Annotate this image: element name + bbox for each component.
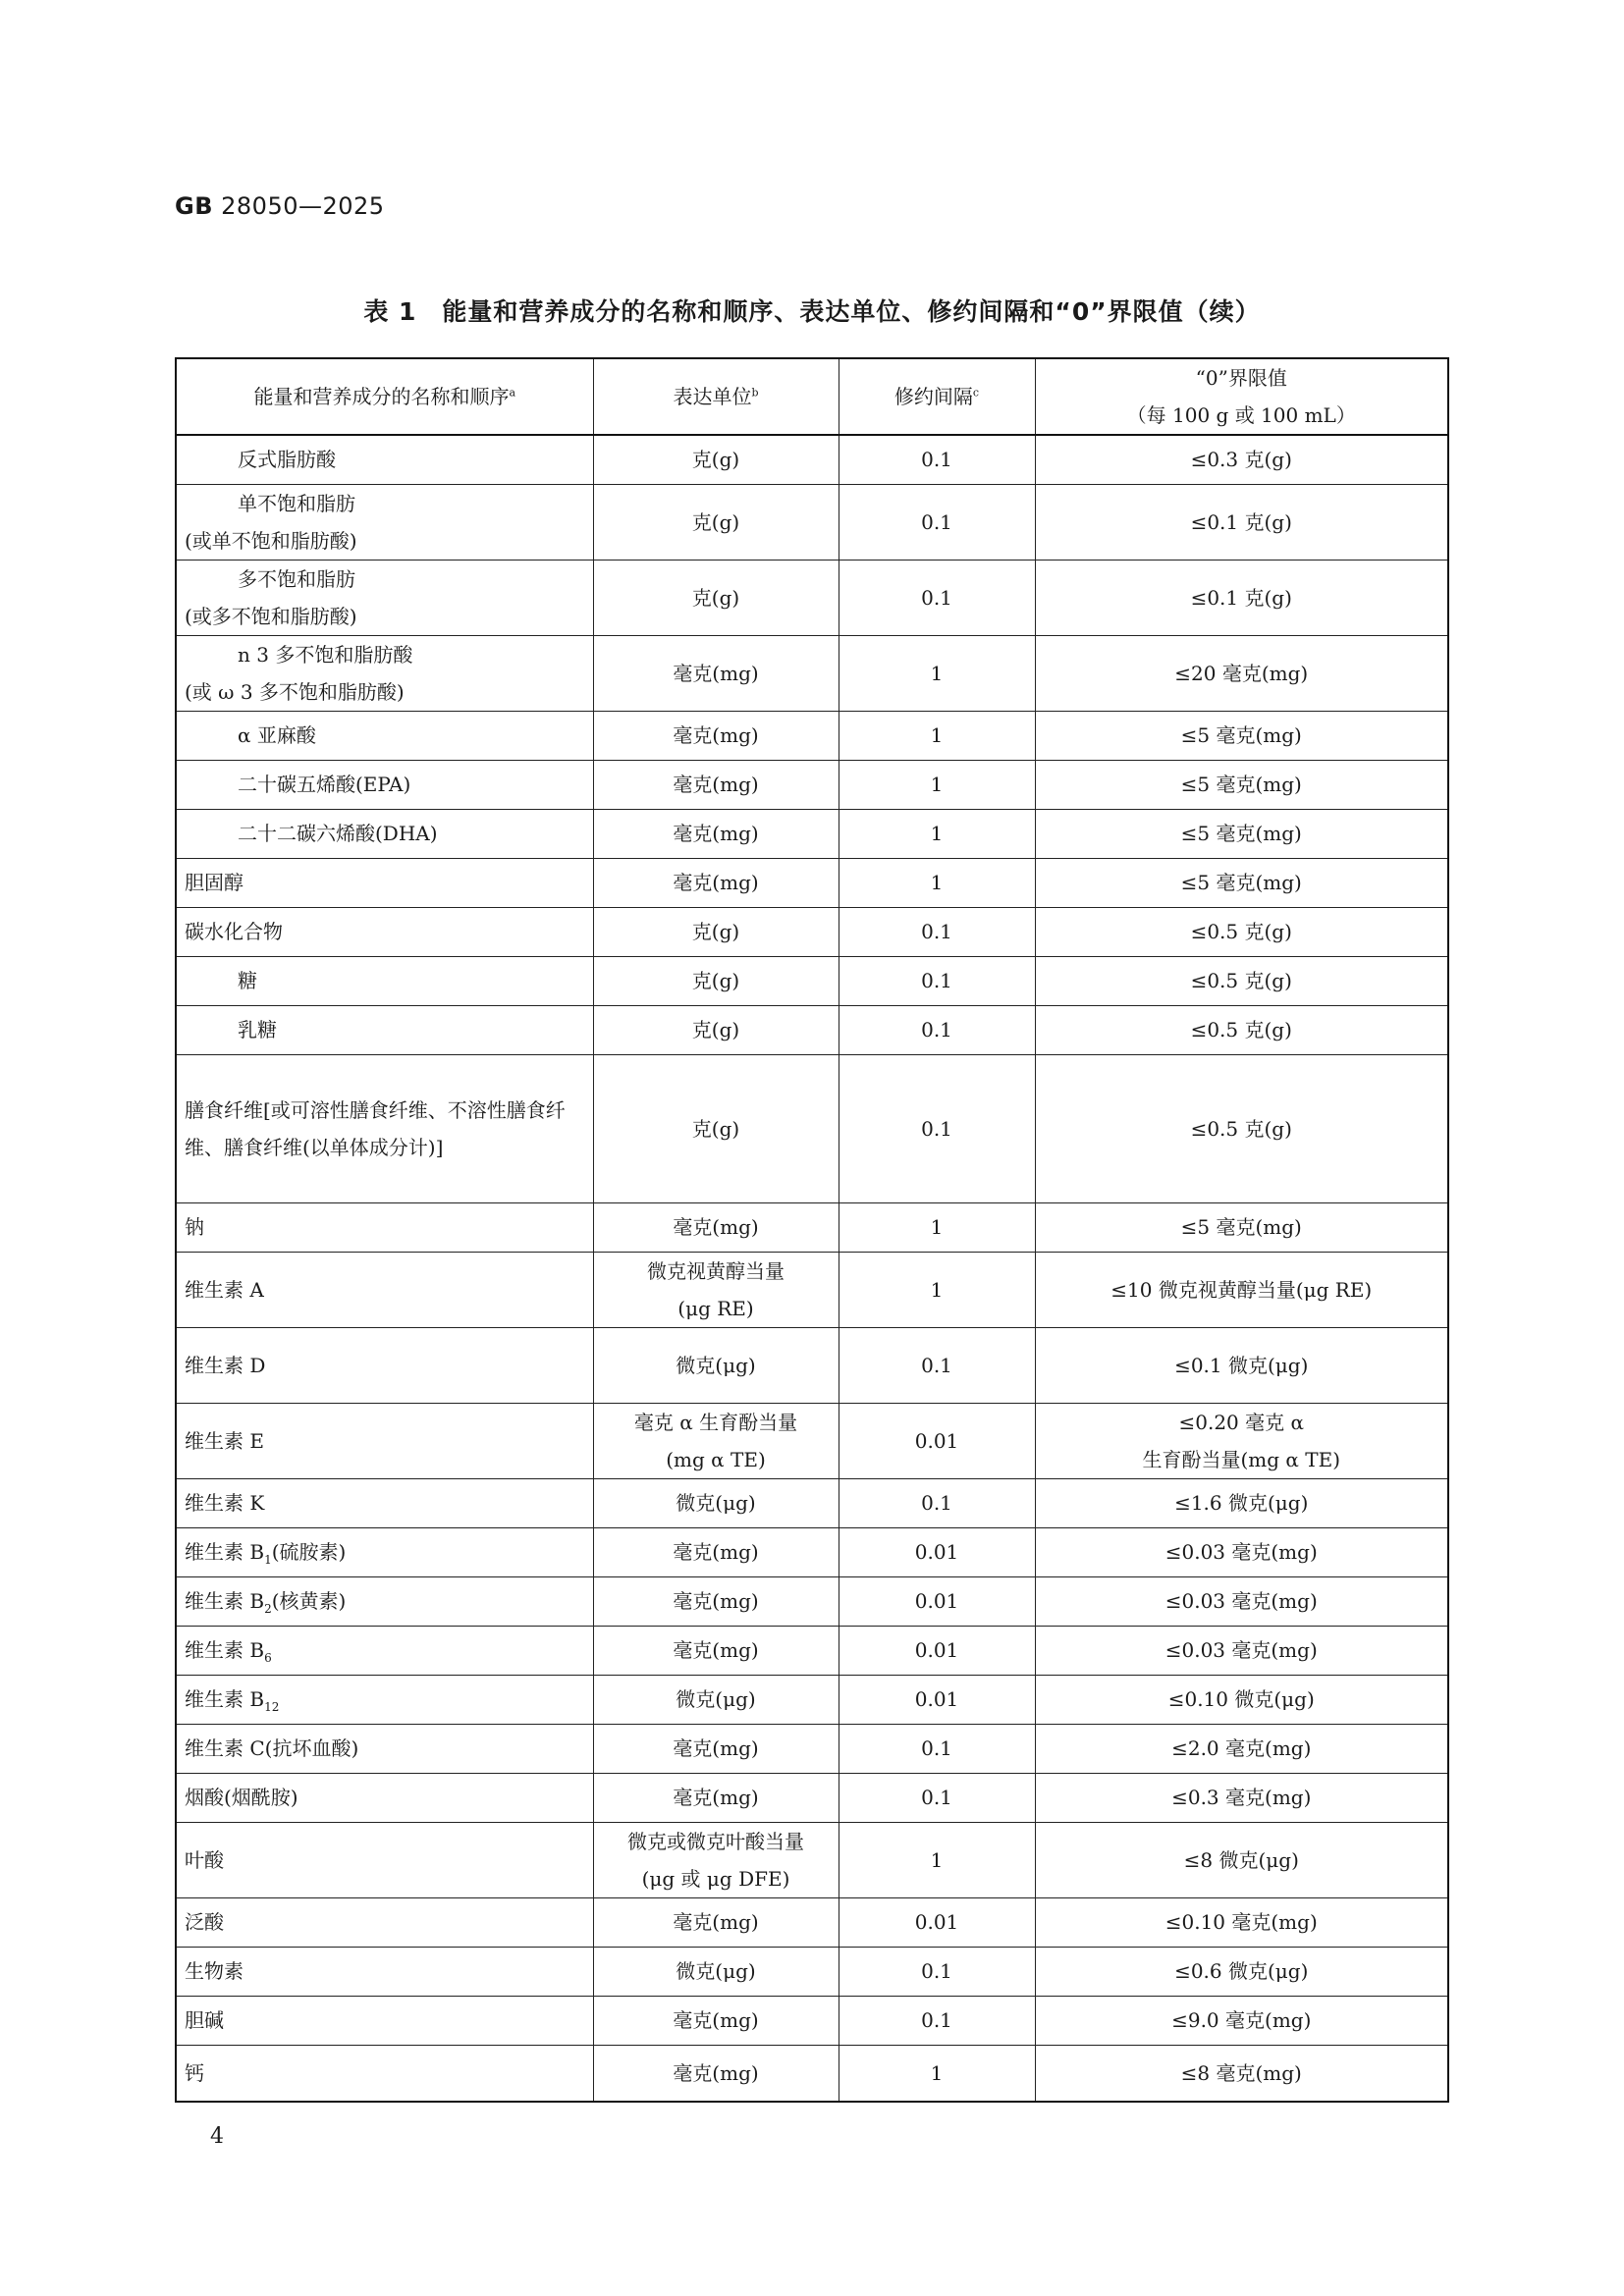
limit-cell: ≤0.1 克(g) — [1035, 560, 1448, 635]
table-row — [176, 1005, 1448, 1054]
interval-cell: 0.1 — [839, 956, 1035, 1005]
unit-cell: 微克视黄醇当量 (μg RE) — [593, 1252, 839, 1327]
unit-cell: 毫克(mg) — [593, 1527, 839, 1576]
table-row — [176, 1403, 1448, 1478]
table-row — [176, 858, 1448, 907]
unit-cell: 克(g) — [593, 956, 839, 1005]
interval-cell: 0.01 — [839, 1576, 1035, 1626]
limit-cell: ≤0.03 毫克(mg) — [1035, 1626, 1448, 1675]
header-interval: 修约间隔$^c$ — [839, 358, 1035, 435]
interval-cell: 0.01 — [839, 1897, 1035, 1947]
limit-cell: ≤0.10 微克(μg) — [1035, 1675, 1448, 1724]
nutrient-name: 维生素 $B_2$(核黄素) — [176, 1576, 593, 1626]
table-caption: 表 1 能量和营养成分的名称和顺序、表达单位、修约间隔和“0”界限值（续） — [363, 297, 1261, 326]
table-row — [176, 484, 1448, 560]
unit-cell: 毫克(mg) — [593, 1897, 839, 1947]
nutrient-name: 维生素 A — [176, 1252, 593, 1327]
table-row — [176, 635, 1448, 711]
nutrient-name: n 3 多不饱和脂肪酸 (或 ω 3 多不饱和脂肪酸) — [176, 635, 593, 711]
interval-cell: 1 — [839, 2045, 1035, 2102]
unit-cell: 克(g) — [593, 1005, 839, 1054]
interval-cell: 0.1 — [839, 907, 1035, 956]
unit-cell: 微克或微克叶酸当量 (μg 或 μg DFE) — [593, 1822, 839, 1897]
limit-cell: ≤0.1 克(g) — [1035, 484, 1448, 560]
limit-cell: ≤2.0 毫克(mg) — [1035, 1724, 1448, 1773]
unit-cell: 毫克(mg) — [593, 760, 839, 809]
nutrient-name: 维生素 C(抗坏血酸) — [176, 1724, 593, 1773]
page-number: 4 — [210, 2124, 224, 2149]
limit-cell: ≤0.03 毫克(mg) — [1035, 1527, 1448, 1576]
unit-cell: 毫克(mg) — [593, 809, 839, 858]
interval-cell: 0.01 — [839, 1675, 1035, 1724]
interval-cell: 1 — [839, 809, 1035, 858]
table-row — [176, 711, 1448, 760]
limit-cell: ≤9.0 毫克(mg) — [1035, 1996, 1448, 2045]
unit-cell: 毫克(mg) — [593, 1626, 839, 1675]
table-row — [176, 1054, 1448, 1202]
nutrient-name: 反式脂肪酸 — [176, 435, 593, 484]
limit-cell: ≤0.1 微克(μg) — [1035, 1327, 1448, 1403]
table-row — [176, 1675, 1448, 1724]
interval-cell: 0.1 — [839, 1054, 1035, 1202]
table-row — [176, 1327, 1448, 1403]
header-unit: 表达单位$^b$ — [593, 358, 839, 435]
table-row — [176, 760, 1448, 809]
limit-cell: ≤0.5 克(g) — [1035, 956, 1448, 1005]
interval-cell: 0.1 — [839, 1478, 1035, 1527]
table-row — [176, 1897, 1448, 1947]
limit-cell: ≤0.03 毫克(mg) — [1035, 1576, 1448, 1626]
limit-cell: ≤5 毫克(mg) — [1035, 809, 1448, 858]
limit-cell: ≤0.10 毫克(mg) — [1035, 1897, 1448, 1947]
unit-cell: 毫克(mg) — [593, 1996, 839, 2045]
limit-cell: ≤5 毫克(mg) — [1035, 1202, 1448, 1252]
interval-cell: 0.1 — [839, 484, 1035, 560]
table-row — [176, 1996, 1448, 2045]
interval-cell: 1 — [839, 635, 1035, 711]
nutrient-name: 烟酸(烟酰胺) — [176, 1773, 593, 1822]
unit-cell: 毫克(mg) — [593, 711, 839, 760]
limit-cell: ≤10 微克视黄醇当量(μg RE) — [1035, 1252, 1448, 1327]
interval-cell: 1 — [839, 858, 1035, 907]
interval-cell: 0.1 — [839, 1947, 1035, 1996]
interval-cell: 1 — [839, 760, 1035, 809]
limit-cell: ≤8 毫克(mg) — [1035, 2045, 1448, 2102]
interval-cell: 0.01 — [839, 1527, 1035, 1576]
interval-cell: 0.1 — [839, 1773, 1035, 1822]
interval-cell: 1 — [839, 711, 1035, 760]
limit-cell: ≤0.6 微克(μg) — [1035, 1947, 1448, 1996]
unit-cell: 毫克 α 生育酚当量 (mg α TE) — [593, 1403, 839, 1478]
unit-cell: 微克(μg) — [593, 1675, 839, 1724]
limit-cell: ≤0.5 克(g) — [1035, 1005, 1448, 1054]
nutrient-name: 维生素 $B_6$ — [176, 1626, 593, 1675]
unit-cell: 克(g) — [593, 484, 839, 560]
nutrient-name: 乳糖 — [176, 1005, 593, 1054]
nutrient-name: 钙 — [176, 2045, 593, 2102]
interval-cell: 0.01 — [839, 1626, 1035, 1675]
unit-cell: 毫克(mg) — [593, 1773, 839, 1822]
table-row — [176, 560, 1448, 635]
unit-cell: 毫克(mg) — [593, 1724, 839, 1773]
table-row — [176, 1724, 1448, 1773]
nutrient-name: 二十碳五烯酸(EPA) — [176, 760, 593, 809]
limit-cell: ≤0.20 毫克 α 生育酚当量(mg α TE) — [1035, 1403, 1448, 1478]
nutrient-name: 维生素 E — [176, 1403, 593, 1478]
unit-cell: 毫克(mg) — [593, 2045, 839, 2102]
limit-cell: ≤0.3 毫克(mg) — [1035, 1773, 1448, 1822]
nutrient-name: 泛酸 — [176, 1897, 593, 1947]
interval-cell: 1 — [839, 1822, 1035, 1897]
nutrient-name: 胆固醇 — [176, 858, 593, 907]
unit-cell: 毫克(mg) — [593, 858, 839, 907]
limit-cell: ≤1.6 微克(μg) — [1035, 1478, 1448, 1527]
nutrition-table — [175, 357, 1449, 2103]
table-row — [176, 1478, 1448, 1527]
unit-cell: 微克(μg) — [593, 1327, 839, 1403]
interval-cell: 1 — [839, 1202, 1035, 1252]
table-row — [176, 1252, 1448, 1327]
table-row — [176, 2045, 1448, 2102]
standard-code: 28050—2025 — [221, 192, 385, 220]
limit-cell: ≤0.5 克(g) — [1035, 1054, 1448, 1202]
limit-cell: ≤0.3 克(g) — [1035, 435, 1448, 484]
limit-cell: ≤5 毫克(mg) — [1035, 858, 1448, 907]
table-row — [176, 907, 1448, 956]
nutrient-name: 膳食纤维[或可溶性膳食纤维、不溶性膳食纤维、膳食纤维(以单体成分计)] — [176, 1054, 593, 1202]
table-row — [176, 1773, 1448, 1822]
table-row — [176, 1947, 1448, 1996]
table-row — [176, 956, 1448, 1005]
interval-cell: 0.1 — [839, 435, 1035, 484]
unit-cell: 克(g) — [593, 560, 839, 635]
unit-cell: 克(g) — [593, 907, 839, 956]
table-row — [176, 1626, 1448, 1675]
limit-cell: ≤8 微克(μg) — [1035, 1822, 1448, 1897]
nutrient-name: 多不饱和脂肪 (或多不饱和脂肪酸) — [176, 560, 593, 635]
table-row — [176, 809, 1448, 858]
nutrient-name: 二十二碳六烯酸(DHA) — [176, 809, 593, 858]
nutrient-name: 钠 — [176, 1202, 593, 1252]
interval-cell: 0.1 — [839, 1996, 1035, 2045]
table-header-row — [176, 358, 1448, 435]
table-row — [176, 1202, 1448, 1252]
table-row — [176, 1822, 1448, 1897]
standard-prefix: GB — [175, 192, 213, 220]
nutrient-name: 维生素 D — [176, 1327, 593, 1403]
limit-cell: ≤20 毫克(mg) — [1035, 635, 1448, 711]
header-zero-limit: “0”界限值 （每 100 g 或 100 mL） — [1035, 358, 1448, 435]
table-row — [176, 1576, 1448, 1626]
nutrient-name: 碳水化合物 — [176, 907, 593, 956]
nutrient-name: 胆碱 — [176, 1996, 593, 2045]
nutrient-name: 叶酸 — [176, 1822, 593, 1897]
limit-cell: ≤5 毫克(mg) — [1035, 760, 1448, 809]
interval-cell: 0.1 — [839, 1724, 1035, 1773]
nutrient-name: α 亚麻酸 — [176, 711, 593, 760]
header-name: 能量和营养成分的名称和顺序$^a$ — [176, 358, 593, 435]
unit-cell: 微克(μg) — [593, 1478, 839, 1527]
standard-number — [175, 192, 385, 220]
nutrient-name: 单不饱和脂肪 (或单不饱和脂肪酸) — [176, 484, 593, 560]
table-row — [176, 1527, 1448, 1576]
limit-cell: ≤5 毫克(mg) — [1035, 711, 1448, 760]
interval-cell: 0.1 — [839, 560, 1035, 635]
unit-cell: 克(g) — [593, 1054, 839, 1202]
unit-cell: 毫克(mg) — [593, 1202, 839, 1252]
nutrient-name: 糖 — [176, 956, 593, 1005]
interval-cell: 0.1 — [839, 1327, 1035, 1403]
nutrient-name: 维生素 K — [176, 1478, 593, 1527]
nutrient-name: 维生素 $B_{12}$ — [176, 1675, 593, 1724]
nutrient-name: 生物素 — [176, 1947, 593, 1996]
interval-cell: 1 — [839, 1252, 1035, 1327]
limit-cell: ≤0.5 克(g) — [1035, 907, 1448, 956]
nutrient-name: 维生素 $B_1$(硫胺素) — [176, 1527, 593, 1576]
unit-cell: 微克(μg) — [593, 1947, 839, 1996]
unit-cell: 毫克(mg) — [593, 1576, 839, 1626]
unit-cell: 毫克(mg) — [593, 635, 839, 711]
interval-cell: 0.1 — [839, 1005, 1035, 1054]
interval-cell: 0.01 — [839, 1403, 1035, 1478]
table-row — [176, 435, 1448, 484]
unit-cell: 克(g) — [593, 435, 839, 484]
